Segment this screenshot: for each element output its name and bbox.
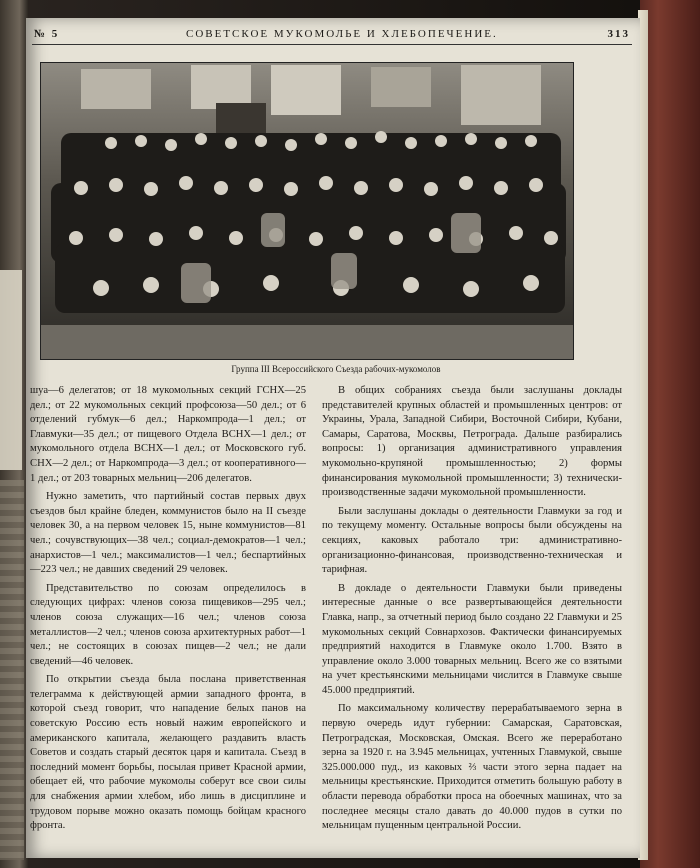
left-page-fragment [0,270,22,470]
paragraph: По открытии съезда была послана приветственная телеграмма к действующей армии западного фронта, в которой съезд говорит, что нападение белых панов на советскую Россию есть новый нажим европейского и американского капитала, желающего раздавить власть Советов и создать старый десяток царя и капитала. Съезд в последний момент борьбы, посылая привет Красной армии, обещает ей, что рабочие мукомолы соберут все свои силы для снабжения армии хлебом, ибо лишь в дисциплине и трудовом порыве можно оказать помощь бойцам красного фронта. [30,674,306,832]
page-number: 313 [607,28,630,40]
issue-number: № 5 [34,28,60,40]
group-photo-image [41,63,573,359]
paragraph: шуа—6 делегатов; от 18 мукомольных секций ГСНХ—25 дел.; от 22 мукомольных секций профсоюза—50 дел.; от 6 отделений губмук—6 дел.; Наркомпрода—1 дел.; от Главмуки—35 дел.; от пищевого Отдела ВСНХ—1 дел.; от мукомольного отдела ВСНХ—1 дел.; от Московского губ. СНХ—2 дел.; от Наркомпрода—3 дел.; от кооперативного—1 дел.; от 203 товарных мельниц—206 делегатов. [30,385,306,484]
paragraph: Представительство по союзам определилось в следующих цифрах: членов союза пищевиков—295 чел.; членов союза служащих—16 чел.; членов союза металлистов—2 чел.; членов союза архитектурных работ—1 чел.; не состоящих в союзах пищев—2 чел.; не дали сведений—46 человек. [30,582,306,667]
journal-page [26,18,640,858]
paragraph: Нужно заметить, что партийный состав первых двух съездов был крайне бледен, коммунистов было на II съезде человек 30, а на первом человек 15, ныне коммунистов—81 чел.; сочувствующих—38 чел.; социал-демократов—1 чел.; анархистов—1 чел.; максималистов—1 чел.; беспартийных—223 чел.; не давших сведений 29 человек. [30,491,306,576]
journal-title: СОВЕТСКОЕ МУКОМОЛЬЕ И ХЛЕБОПЕЧЕНИЕ. [186,28,498,40]
header-rule [32,44,632,45]
book-cover [640,0,700,868]
paragraph: По максимальному количеству перерабатываемого зерна в первую очередь идут губернии: Самарская, Саратовская, Петроградская, Московская, Омская. Всего же переработано зерна за 1920 г. на 3.945 мельницах, учтенных Главмукой, свыше 325.000.000 пуд., из каковых ⅔ части этого зерна падает на мельницы крестьянские. Приходится отметить большую работу в области перевода обработки проса на обоечных машинах, что за последнее месяцы стало давать до 40.000 пудов в сутки по мельницам пущенным центральной России. [322,703,622,832]
group-photo [40,62,574,360]
running-head [26,26,640,44]
text-column-right [322,384,622,838]
photo-caption: Группа III Всероссийского Съезда рабочих-мукомолов [231,364,441,374]
text-column-left [30,384,306,838]
left-page-photo-fragment [0,480,24,860]
paragraph: Были заслушаны доклады о деятельности Главмуки за год и по текущему моменту. Остальные вопросы были обсуждены на секциях, каковых работало три: административно-организационно-финансовая, производственно-техническая и тарифная. [322,505,622,576]
paragraph: В общих собраниях съезда были заслушаны доклады представителей крупных областей и промышленных центров: от Украины, Урала, Западной Сибири, Восточной Сибири, Кубани, Самары, Саратова, Москвы, Петрограда. Дальше разбирались вопросы: 1) организация административного управления мукомольно-крупяной промышленностью; 2) формы финансирования мукомольной промышленности; 3) технически-производственные задачи мукомольной промышленности. [322,385,622,499]
paragraph: В докладе о деятельности Главмуки были приведены интересные данные о все развертывающейся деятельности Главка, напр., за отчетный период было создано 22 Главмуки и 25 мукомольных секций Совнархозов. Фактически финансируемых предприятий находится в Главмуке около 1.700. Взято в управление около 3.000 товарных мельниц. Всего же со взятыми на учет крестьянскими мельницами числится в Главмуке свыше 45.000 предприятий. [322,582,622,696]
